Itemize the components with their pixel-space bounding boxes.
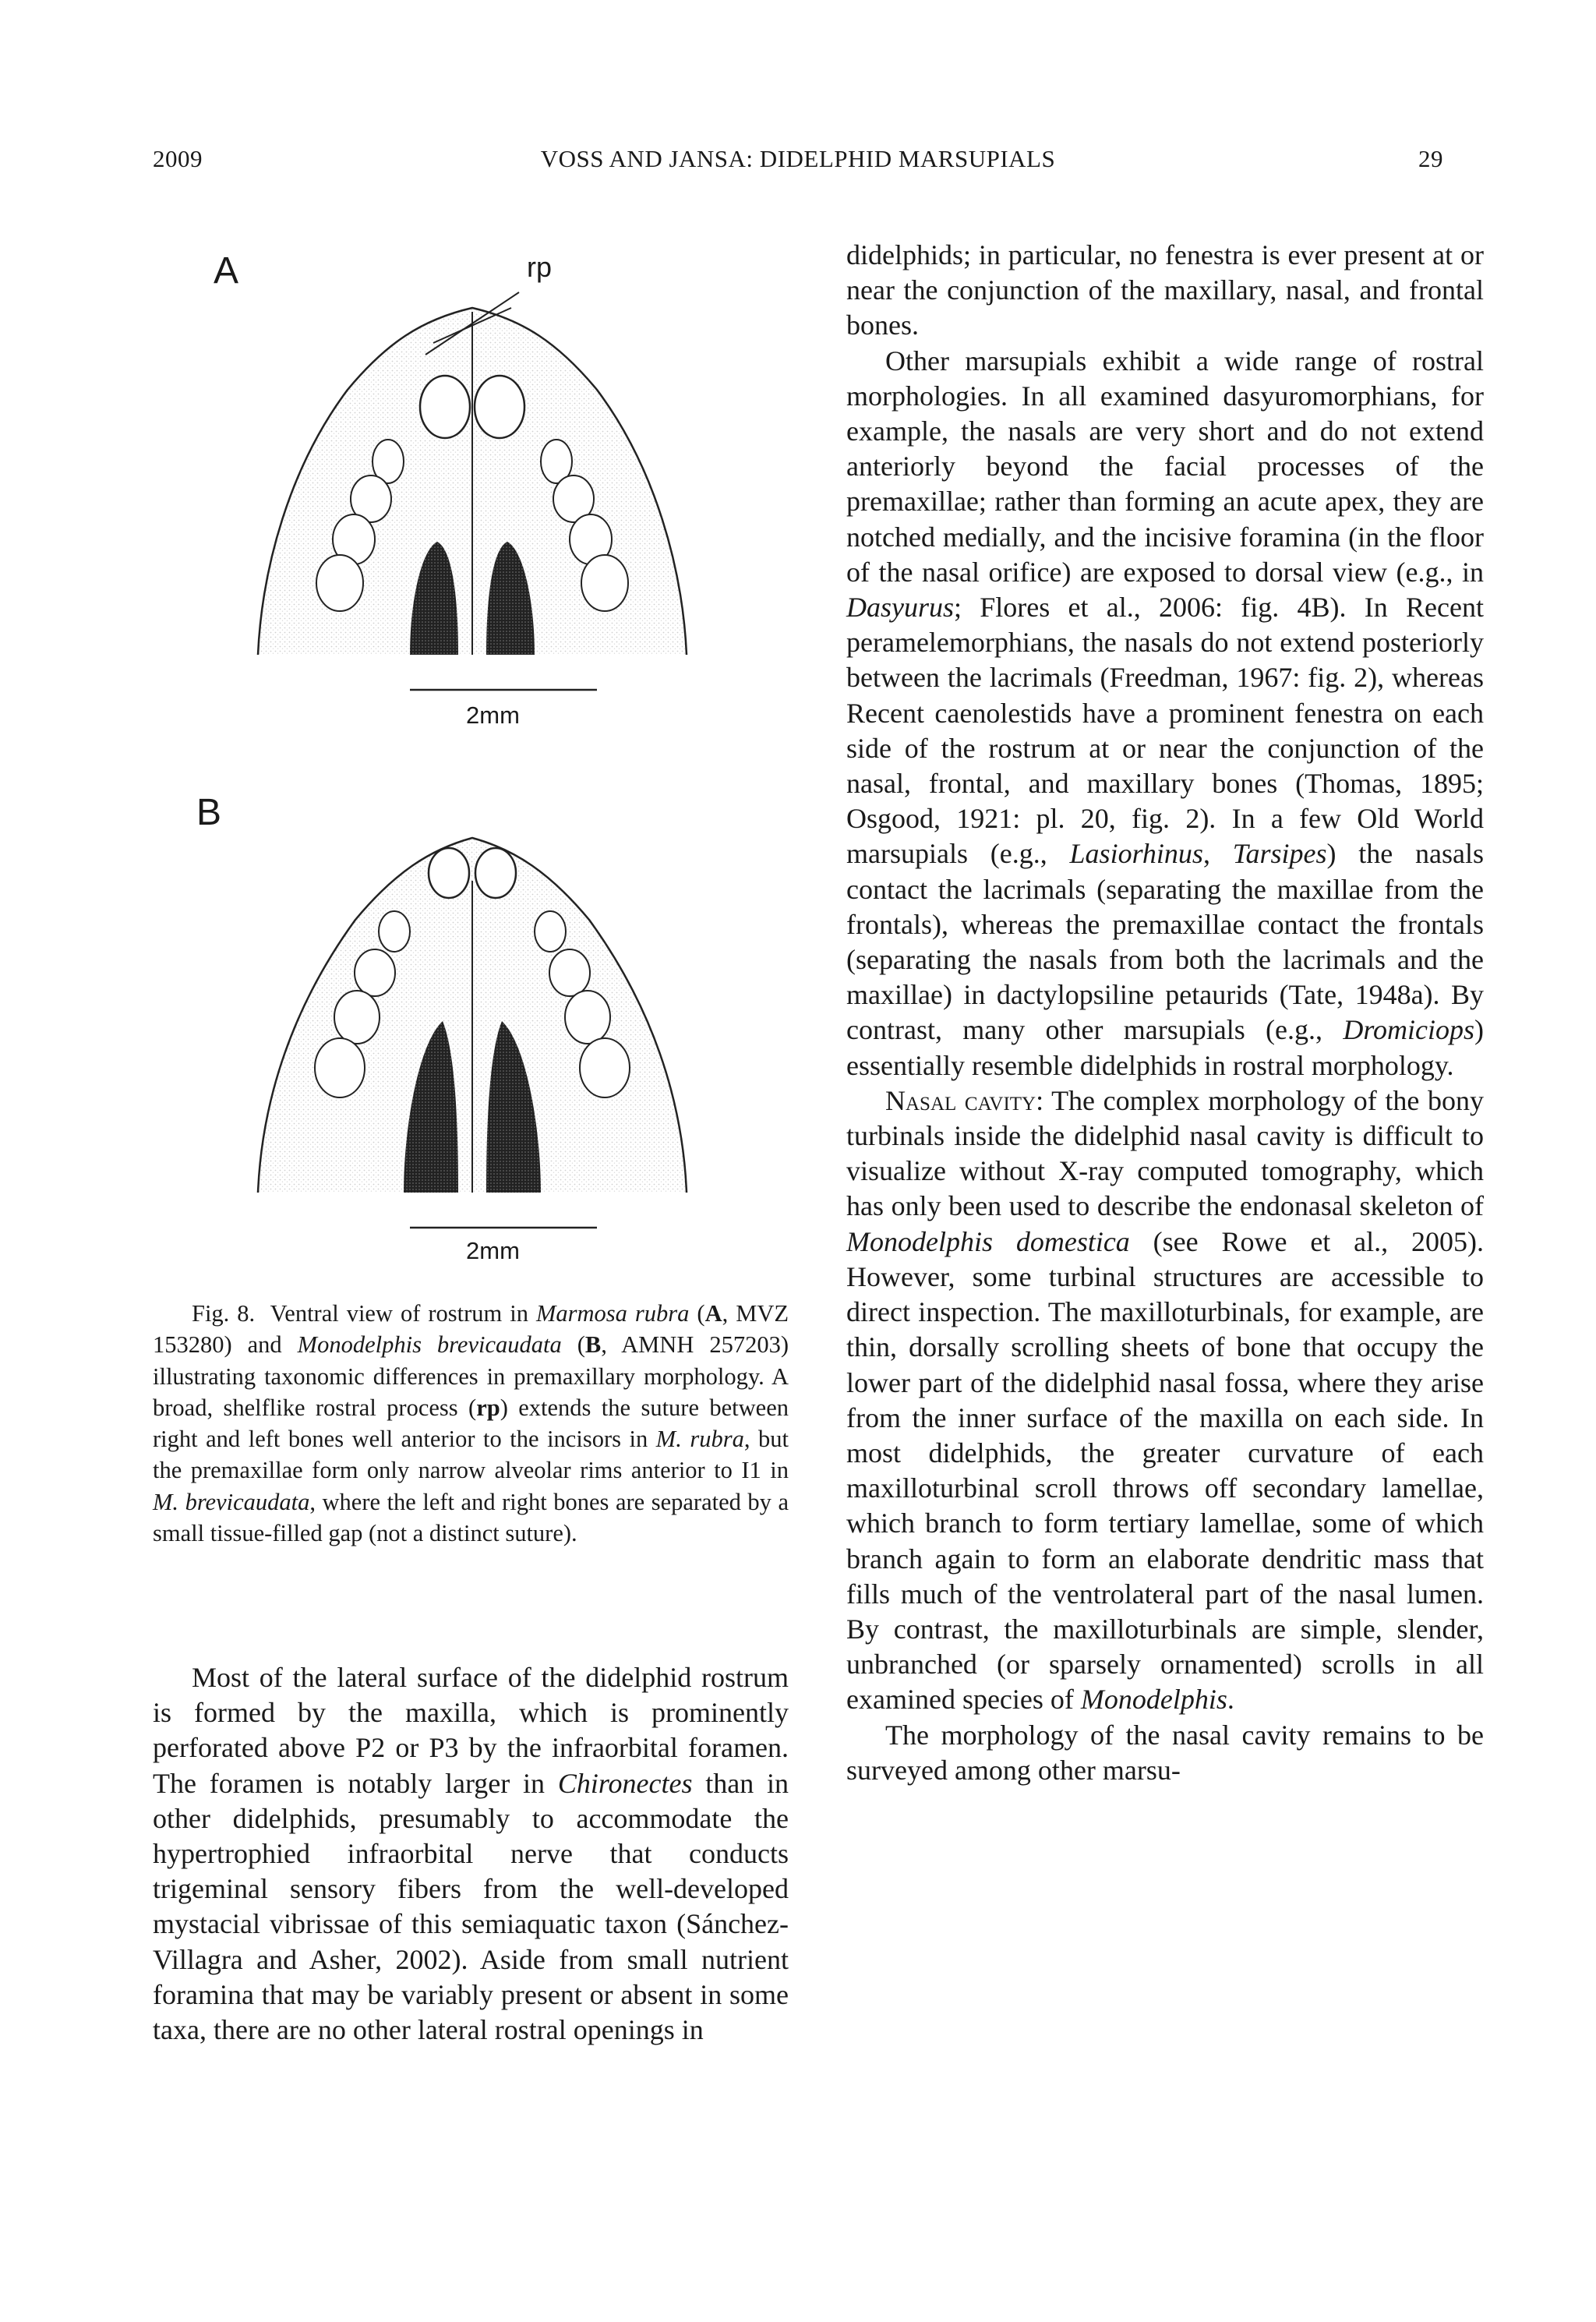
caption-text: , AMNH 257203) illustrating taxonomic differences in premaxillary morphology. A broad, shelflike rostral process ( <box>153 1331 789 1421</box>
taxon-name: Lasiorhinus <box>1069 838 1203 870</box>
caption-species: Monodelphis brevicaudata <box>297 1331 562 1359</box>
scale-label-b: 2mm <box>466 1237 520 1264</box>
caption-species: M. brevicaudata <box>153 1488 310 1515</box>
text-run: ; Flores et al., 2006: fig. 4B). In Recent peramelemorphians, the nasals do not extend posteriorly between the lacrimals (Freedman, 1967: fig. 2), whereas Recent caenolestids have a prominent fenestra on each side of the rostrum at or near the conjunction of the nasal, frontal, and maxillary bones (Thomas, 1895; Osgood, 1921: pl. 20, fig. 2). In a few Old World marsupials (e.g., <box>846 592 1484 870</box>
taxon-name: Chironectes <box>557 1767 693 1799</box>
caption-label: Fig. 8. <box>192 1300 256 1327</box>
panel-label-a: A <box>214 250 239 292</box>
caption-bold: B <box>584 1331 602 1359</box>
text-run: : The complex morphology of the bony turbinals inside the didelphid nasal cavity is difficult to visualize without X-ray computed tomography, which has only been used to describe the endonasal skeleton of <box>846 1084 1484 1222</box>
caption-species: M. rubra <box>655 1426 744 1453</box>
taxon-name: Monodelphis domestica <box>846 1225 1130 1257</box>
right-column-body <box>846 238 1484 1788</box>
figure-8 <box>153 234 789 1263</box>
paragraph: The morphology of the nasal cavity remains to be surveyed among other marsu- <box>846 1719 1484 1786</box>
text-run: ) essentially resemble didelphids in rostral morphology. <box>846 1014 1484 1081</box>
left-column-body <box>153 1660 789 2048</box>
caption-text: , but the premaxillae form only narrow alveolar rims anterior to I1 in <box>153 1426 789 1484</box>
text-run: Most of the lateral surface of the didelphid rostrum is formed by the maxilla, which is prominently perforated above P2 or P3 by the infraorbital foramen. The foramen is notably larger in <box>153 1662 789 1799</box>
text-run: , <box>1202 838 1233 870</box>
paragraph <box>153 1660 789 2048</box>
taxon-name: Monodelphis <box>1080 1684 1227 1716</box>
panel-a-rostrum <box>258 292 687 655</box>
caption-bold: rp <box>476 1394 500 1421</box>
caption-species: Marmosa rubra <box>536 1300 690 1327</box>
taxon-name: Tarsipes <box>1232 838 1327 870</box>
rp-label: rp <box>527 251 553 283</box>
panel-b-rostrum <box>258 838 687 1193</box>
caption-text: , where the left and right bones are separated by a small tissue-filled gap (not a distinct suture). <box>153 1488 789 1547</box>
year: 2009 <box>153 145 203 172</box>
text-run: ) the nasals contact the lacrimals (separating the maxillae from the frontals), whereas the premaxillae contact the frontals (separating the nasals from both the lacrimals and the maxillae) in dactylopsiline petaurids (Tate, 1948a). By contrast, many other marsupials (e.g., <box>846 838 1485 1046</box>
figure-caption <box>153 1298 789 1549</box>
caption-text: ( <box>689 1300 705 1327</box>
panel-label-b: B <box>196 792 222 833</box>
page-number: 29 <box>1418 145 1443 172</box>
caption-text: , MVZ 153280) and <box>153 1300 789 1359</box>
running-head <box>153 145 1443 184</box>
caption-text: ) extends the suture between right and left bones well anterior to the incisors in <box>153 1394 789 1453</box>
caption-bold: A <box>704 1300 722 1327</box>
caption-text: ( <box>561 1331 585 1359</box>
taxon-name: Dromiciops <box>1343 1014 1474 1046</box>
paragraph: didelphids; in particular, no fenestra is ever present at or near the conjunction of the maxillary, nasal, and frontal bones. <box>846 239 1484 341</box>
text-run: (see Rowe et al., 2005). However, some turbinal structures are accessible to direct inspection. The maxilloturbinals, for example, are thin, dorsally scrolling sheets of bone that occupy the lower part of the didelphid nasal fossa, where they arise from the inner surface of the maxilla on each side. In most didelphids, the greater curvature of each maxilloturbinal scroll throws off secondary lamellae, which branch to form tertiary lamellae, some of which branch again to form an elaborate dendritic mass that fills much of the ventrolateral part of the nasal lumen. By contrast, the maxilloturbinals are simple, slender, unbranched (or sparsely ornamented) scrolls in all examined species of <box>846 1225 1484 1716</box>
section-heading: Nasal cavity <box>885 1084 1036 1116</box>
scale-label-a: 2mm <box>466 702 520 729</box>
text-run: than in other didelphids, presumably to accommodate the hypertrophied infraorbital nerve that conducts trigeminal sensory fibers from the well-developed mystacial vibrissae of this semiaquatic taxon (Sánchez-Villagra and Asher, 2002). Aside from small nutrient foramina that may be variably present or absent in some taxa, there are no other lateral rostral openings in <box>153 1767 789 2046</box>
rostrum-illustration <box>153 234 789 1263</box>
paragraph <box>846 344 1484 1083</box>
text-run: Other marsupials exhibit a wide range of rostral morphologies. In all examined dasyuromorphians, for example, the nasals are very short and do not extend anteriorly beyond the facial processes of the premaxillae; rather than forming an acute apex, they are notched medially, and the incisive foramina (in the floor of the nasal orifice) are exposed to dorsal view (e.g., in <box>846 345 1484 588</box>
paragraph <box>846 1083 1484 1718</box>
journal-running-title: VOSS AND JANSA: DIDELPHID MARSUPIALS <box>540 145 1056 172</box>
taxon-name: Dasyurus <box>846 592 955 624</box>
caption-text: Ventral view of rostrum in <box>270 1300 536 1327</box>
text-run: . <box>1227 1684 1234 1716</box>
